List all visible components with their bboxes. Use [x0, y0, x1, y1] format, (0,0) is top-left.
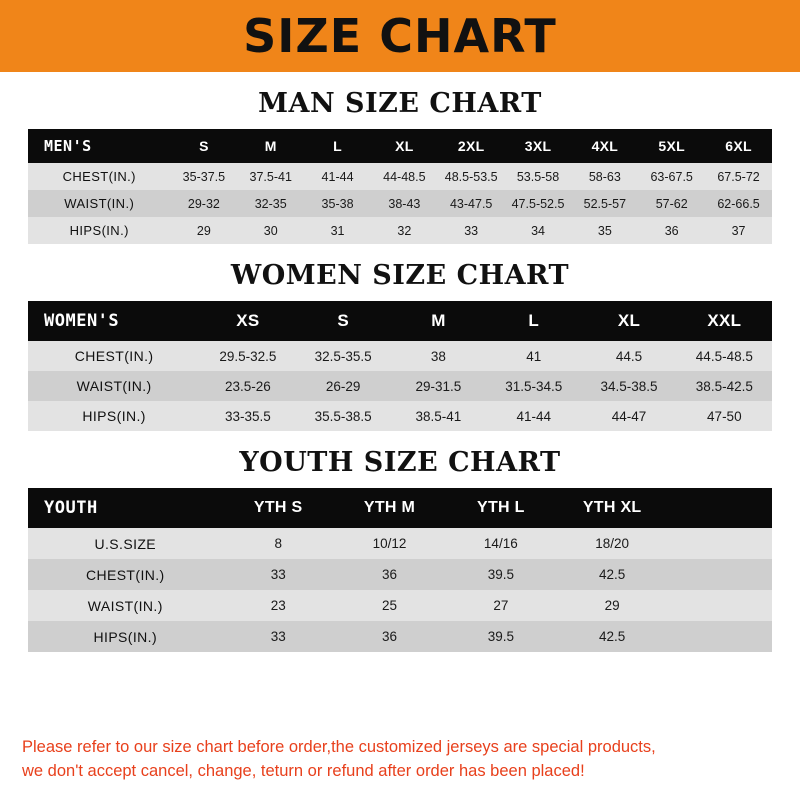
youth-size-table [28, 488, 772, 652]
men-table-body [28, 163, 772, 244]
men-header-xl: XL [371, 129, 438, 163]
women-header-s: S [296, 301, 391, 341]
table-cell: 35 [571, 217, 638, 244]
table-row [28, 590, 772, 621]
women-row-label-chest: CHEST(IN.) [28, 341, 200, 371]
table-cell: 38 [391, 341, 486, 371]
table-cell: 31 [304, 217, 371, 244]
women-row-label-hips: HIPS(IN.) [28, 401, 200, 431]
table-cell: 14/16 [445, 528, 556, 559]
table-cell: 57-62 [638, 190, 705, 217]
page-title: SIZE CHART [243, 9, 557, 63]
table-cell: 33 [223, 559, 334, 590]
table-cell: 33 [438, 217, 505, 244]
section-man [0, 72, 800, 244]
table-row [28, 341, 772, 371]
men-size-table [28, 129, 772, 244]
table-cell: 32-35 [237, 190, 304, 217]
table-cell: 36 [638, 217, 705, 244]
table-cell: 44.5-48.5 [677, 341, 772, 371]
footer-line-1: Please refer to our size chart before order,the customized jerseys are special products, [22, 738, 656, 757]
men-header-5xl: 5XL [638, 129, 705, 163]
table-cell: 32 [371, 217, 438, 244]
table-cell: 52.5-57 [571, 190, 638, 217]
table-cell: 8 [223, 528, 334, 559]
table-cell: 43-47.5 [438, 190, 505, 217]
table-cell: 62-66.5 [705, 190, 772, 217]
table-cell: 33 [223, 621, 334, 652]
men-header-label: MEN'S [28, 129, 170, 163]
youth-table-body [28, 528, 772, 652]
table-row [28, 163, 772, 190]
table-cell: 29.5-32.5 [200, 341, 295, 371]
table-cell: 10/12 [334, 528, 445, 559]
table-row [28, 621, 772, 652]
table-row [28, 559, 772, 590]
table-cell: 44.5 [581, 341, 676, 371]
table-cell: 42.5 [556, 621, 667, 652]
women-header-xl: XL [581, 301, 676, 341]
table-cell: 33-35.5 [200, 401, 295, 431]
table-cell: 35.5-38.5 [296, 401, 391, 431]
table-cell-spacer [668, 559, 772, 590]
header-banner [0, 0, 800, 72]
men-header-l: L [304, 129, 371, 163]
women-header-xxl: XXL [677, 301, 772, 341]
table-cell: 34.5-38.5 [581, 371, 676, 401]
table-cell: 63-67.5 [638, 163, 705, 190]
table-cell: 53.5-58 [505, 163, 572, 190]
table-cell: 47.5-52.5 [505, 190, 572, 217]
men-row-label-waist: WAIST(IN.) [28, 190, 170, 217]
section-heading-youth: YOUTH SIZE CHART [239, 447, 561, 478]
table-cell: 41-44 [304, 163, 371, 190]
table-header-row [28, 301, 772, 341]
table-cell: 29-31.5 [391, 371, 486, 401]
footer-disclaimer [0, 722, 800, 800]
section-heading-women: WOMEN SIZE CHART [230, 260, 570, 291]
youth-header-spacer [668, 488, 772, 528]
youth-row-label-waist: WAIST(IN.) [28, 590, 223, 621]
table-cell: 32.5-35.5 [296, 341, 391, 371]
women-table-body [28, 341, 772, 431]
men-row-label-hips: HIPS(IN.) [28, 217, 170, 244]
women-header-l: L [486, 301, 581, 341]
table-cell: 27 [445, 590, 556, 621]
women-header-xs: XS [200, 301, 295, 341]
table-cell: 35-38 [304, 190, 371, 217]
table-cell: 47-50 [677, 401, 772, 431]
section-women [0, 244, 800, 431]
table-cell: 36 [334, 621, 445, 652]
table-cell: 67.5-72 [705, 163, 772, 190]
men-header-6xl: 6XL [705, 129, 772, 163]
table-header-row [28, 488, 772, 528]
youth-header-label: YOUTH [28, 488, 223, 528]
table-cell-spacer [668, 590, 772, 621]
table-cell: 41 [486, 341, 581, 371]
table-row [28, 401, 772, 431]
table-cell: 48.5-53.5 [438, 163, 505, 190]
table-cell: 38.5-41 [391, 401, 486, 431]
section-heading-man: MAN SIZE CHART [258, 88, 542, 119]
men-row-label-chest: CHEST(IN.) [28, 163, 170, 190]
table-cell: 26-29 [296, 371, 391, 401]
youth-header-m: YTH M [334, 488, 445, 528]
table-cell: 42.5 [556, 559, 667, 590]
table-row [28, 371, 772, 401]
table-cell: 39.5 [445, 621, 556, 652]
table-cell: 29 [170, 217, 237, 244]
table-cell: 31.5-34.5 [486, 371, 581, 401]
women-table-header [28, 301, 772, 341]
table-cell: 18/20 [556, 528, 667, 559]
table-row [28, 528, 772, 559]
men-header-4xl: 4XL [571, 129, 638, 163]
youth-header-l: YTH L [445, 488, 556, 528]
table-cell: 37 [705, 217, 772, 244]
table-header-row [28, 129, 772, 163]
men-table-header [28, 129, 772, 163]
table-cell-spacer [668, 621, 772, 652]
table-row [28, 217, 772, 244]
footer-line-2: we don't accept cancel, change, teturn or refund after order has been placed! [22, 762, 585, 781]
men-header-2xl: 2XL [438, 129, 505, 163]
table-cell: 34 [505, 217, 572, 244]
youth-row-label-chest: CHEST(IN.) [28, 559, 223, 590]
table-cell: 36 [334, 559, 445, 590]
youth-table-header [28, 488, 772, 528]
table-cell: 25 [334, 590, 445, 621]
women-header-m: M [391, 301, 486, 341]
table-cell: 23.5-26 [200, 371, 295, 401]
men-header-m: M [237, 129, 304, 163]
youth-header-s: YTH S [223, 488, 334, 528]
table-cell: 30 [237, 217, 304, 244]
table-cell: 39.5 [445, 559, 556, 590]
men-header-s: S [170, 129, 237, 163]
table-cell: 58-63 [571, 163, 638, 190]
youth-header-xl: YTH XL [556, 488, 667, 528]
women-size-table [28, 301, 772, 431]
table-cell: 29-32 [170, 190, 237, 217]
table-cell: 38-43 [371, 190, 438, 217]
women-row-label-waist: WAIST(IN.) [28, 371, 200, 401]
table-cell: 23 [223, 590, 334, 621]
section-youth [0, 431, 800, 652]
table-cell: 44-48.5 [371, 163, 438, 190]
youth-row-label-hips: HIPS(IN.) [28, 621, 223, 652]
table-cell: 41-44 [486, 401, 581, 431]
table-cell-spacer [668, 528, 772, 559]
table-cell: 38.5-42.5 [677, 371, 772, 401]
men-header-3xl: 3XL [505, 129, 572, 163]
women-header-label: WOMEN'S [28, 301, 200, 341]
table-cell: 44-47 [581, 401, 676, 431]
table-cell: 29 [556, 590, 667, 621]
table-row [28, 190, 772, 217]
table-cell: 37.5-41 [237, 163, 304, 190]
youth-row-label-ussize: U.S.SIZE [28, 528, 223, 559]
table-cell: 35-37.5 [170, 163, 237, 190]
